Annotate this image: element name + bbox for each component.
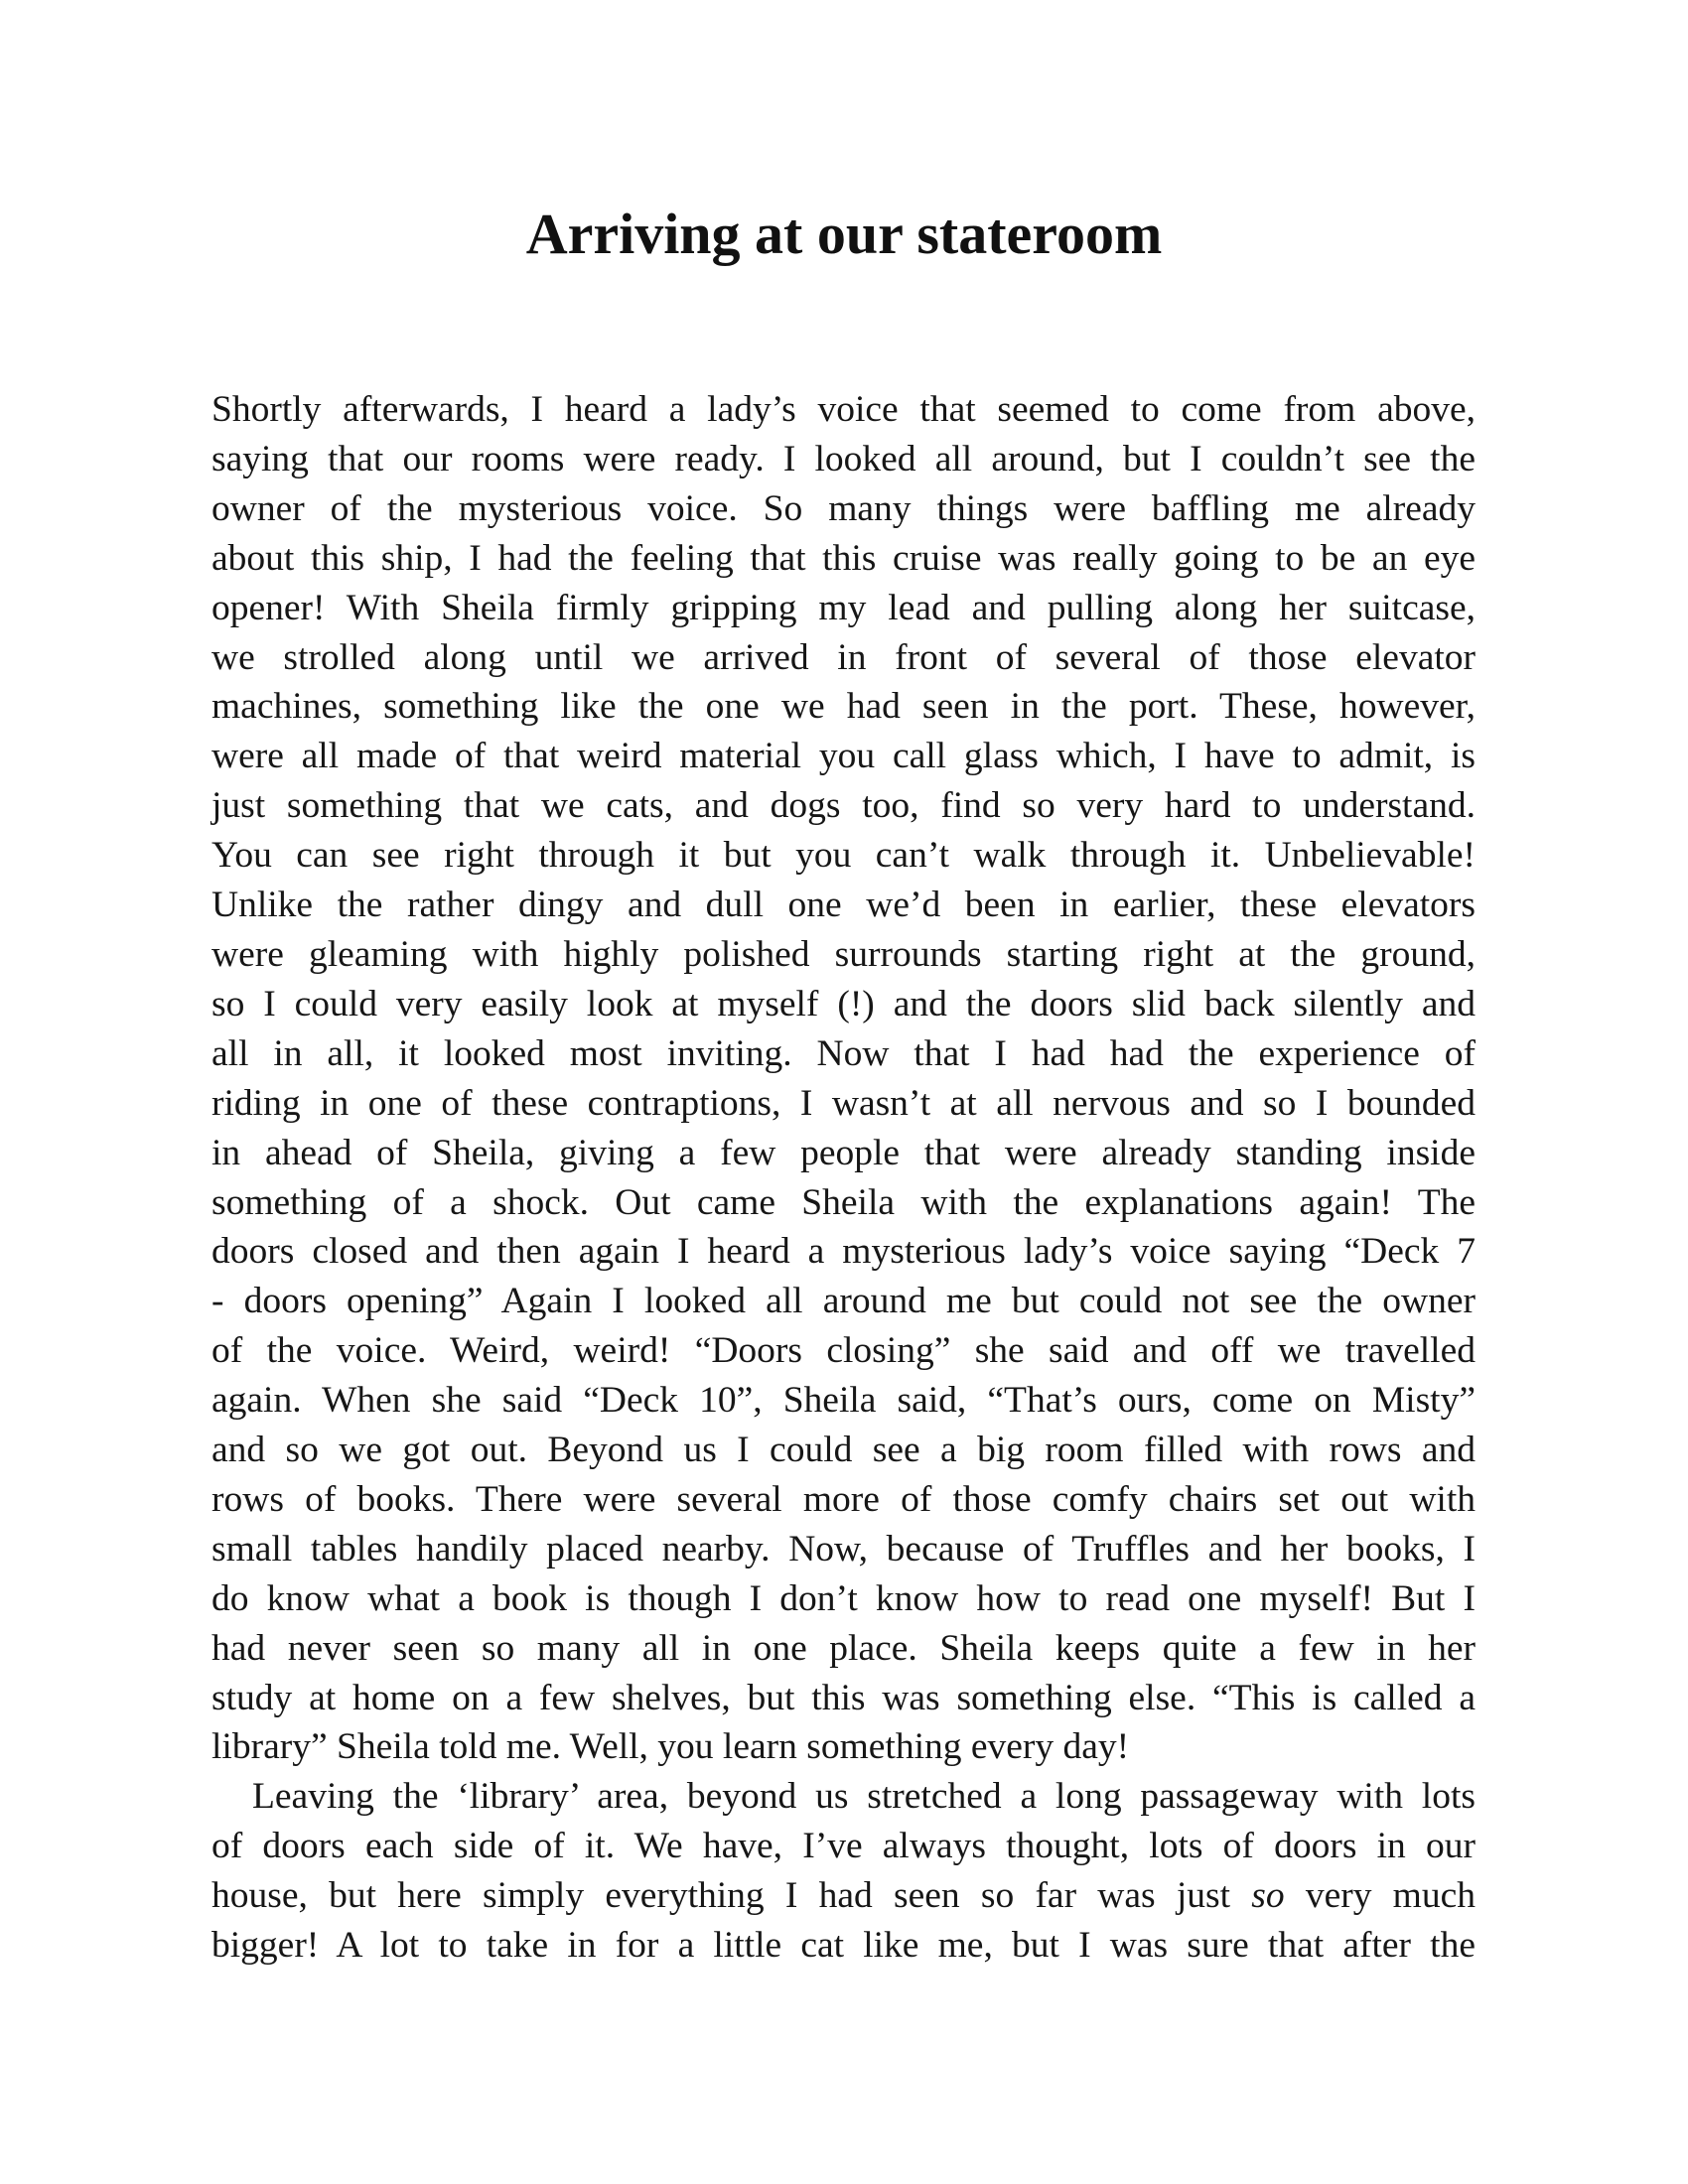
- text-line: You can see right through it but you can’t walk through it. Unbelievable!: [211, 835, 1476, 877]
- text-line: riding in one of these contraptions, I wasn’t at all nervous and so I bounded: [211, 1082, 1476, 1124]
- paragraph-2: [211, 1772, 1476, 1971]
- text-segment: house, but here simply everything I had seen so far was just: [211, 1875, 1252, 1917]
- text-line: and so we got out. Beyond us I could see a big room filled with rows and: [211, 1430, 1476, 1471]
- text-line: opener! With Sheila firmly gripping my lead and pulling along her suitcase,: [211, 587, 1476, 628]
- text-line: so I could very easily look at myself (!) and the doors slid back silently and: [211, 983, 1476, 1024]
- emphasized-word: so: [1251, 1875, 1285, 1917]
- text-line: had never seen so many all in one place. Sheila keeps quite a few in her: [211, 1627, 1476, 1669]
- text-line: all in all, it looked most inviting. Now that I had had the experience of: [211, 1032, 1476, 1074]
- text-line: - doors opening” Again I looked all around me but could not see the owner: [211, 1281, 1476, 1322]
- text-line: doors closed and then again I heard a mysterious lady’s voice saying “Deck 7: [211, 1231, 1476, 1273]
- text-line: were all made of that weird material you call glass which, I have to admit, is: [211, 736, 1476, 777]
- text-line: small tables handily placed nearby. Now, because of Truffles and her books, I: [211, 1528, 1476, 1570]
- text-line: of doors each side of it. We have, I’ve always thought, lots of doors in our: [211, 1826, 1476, 1867]
- text-segment: very much: [1284, 1875, 1476, 1917]
- text-line: owner of the mysterious voice. So many things were baffling me already: [211, 487, 1476, 529]
- text-line: machines, something like the one we had seen in the port. These, however,: [211, 686, 1476, 728]
- text-line: bigger! A lot to take in for a little cat like me, but I was sure that after the: [211, 1925, 1476, 1967]
- text-line: rows of books. There were several more of those comfy chairs set out with: [211, 1478, 1476, 1520]
- text-line: do know what a book is though I don’t know how to read one myself! But I: [211, 1577, 1476, 1619]
- text-line: were gleaming with highly polished surrounds starting right at the ground,: [211, 933, 1476, 975]
- paragraph-1: [211, 385, 1476, 1772]
- chapter-title: Arriving at our stateroom: [525, 202, 1163, 266]
- text-line: saying that our rooms were ready. I looked all around, but I couldn’t see the: [211, 438, 1476, 479]
- text-line: just something that we cats, and dogs too, find so very hard to understand.: [211, 785, 1476, 827]
- text-line: study at home on a few shelves, but this was something else. “This is called a: [211, 1677, 1476, 1718]
- text-line: in ahead of Sheila, giving a few people that were already standing inside: [211, 1132, 1476, 1173]
- text-line: Leaving the ‘library’ area, beyond us stretched a long passageway with lots: [252, 1776, 1476, 1818]
- text-line: we strolled along until we arrived in front of several of those elevator: [211, 636, 1476, 678]
- text-line: Shortly afterwards, I heard a lady’s voice that seemed to come from above,: [211, 389, 1476, 430]
- text-line: again. When she said “Deck 10”, Sheila said, “That’s ours, come on Misty”: [211, 1380, 1476, 1422]
- text-line-with-emphasis: [211, 1871, 1476, 1921]
- text-line: of the voice. Weird, weird! “Doors closing” she said and off we travelled: [211, 1330, 1476, 1372]
- text-line: library” Sheila told me. Well, you learn something every day!: [211, 1726, 1130, 1768]
- text-line: something of a shock. Out came Sheila with the explanations again! The: [211, 1181, 1476, 1223]
- body-text: [211, 385, 1476, 1971]
- text-line: about this ship, I had the feeling that this cruise was really going to be an eye: [211, 537, 1476, 579]
- text-line: Unlike the rather dingy and dull one we’d been in earlier, these elevators: [211, 885, 1476, 926]
